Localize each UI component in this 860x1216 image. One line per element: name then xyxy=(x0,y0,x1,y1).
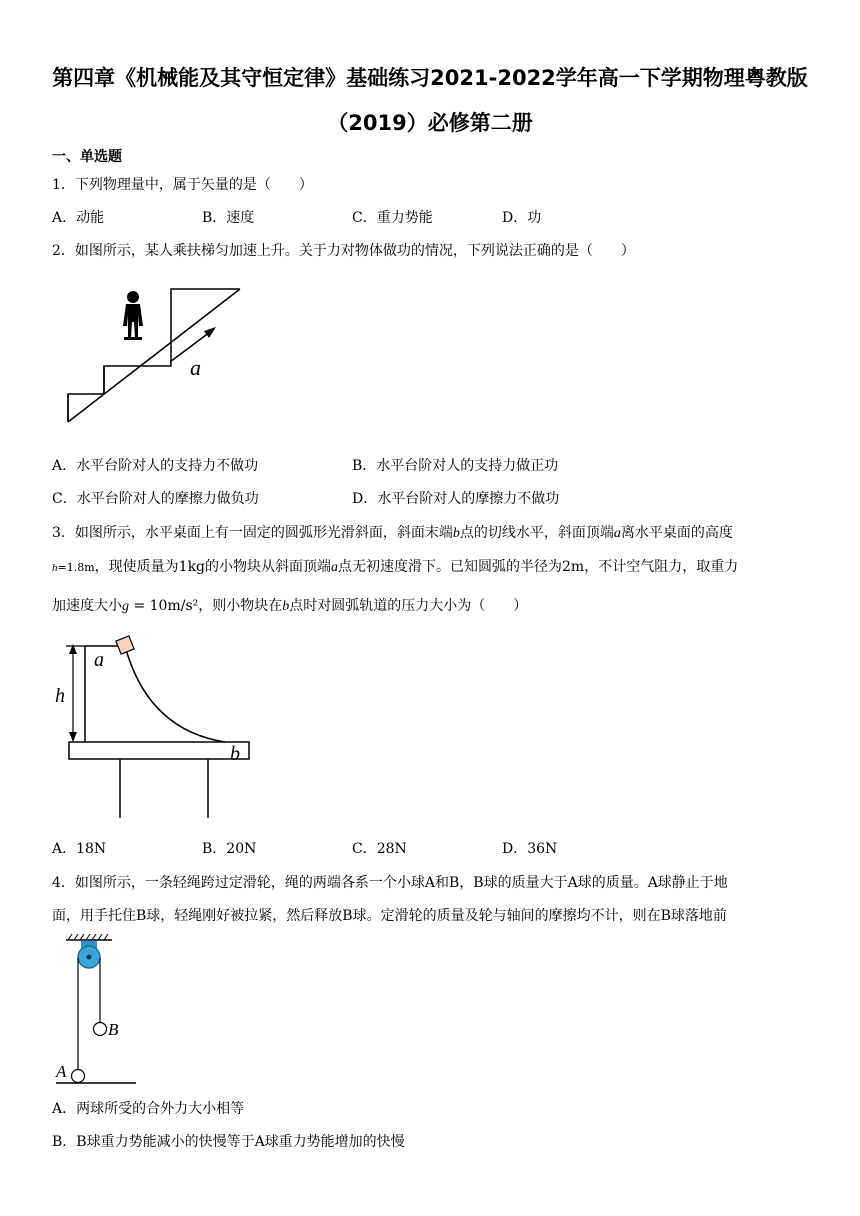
q2-option-c: C．水平台阶对人的摩擦力做负功 xyxy=(52,491,259,507)
question-3-line3: 加速度大小g = 10m/s²，则小物块在b点时对圆弧轨道的压力大小为（ ） xyxy=(52,598,528,614)
escalator-slope xyxy=(68,289,240,422)
section-heading: 一、单选题 xyxy=(52,149,122,165)
q3-option-d: D．36N xyxy=(502,841,558,857)
page-title-line2: （2019）必修第二册 xyxy=(327,111,533,135)
pulley-figure xyxy=(52,932,142,1087)
question-1-stem: 1．下列物理量中，属于矢量的是（ ） xyxy=(52,177,313,193)
question-3-line2: h=1.8m，现使质量为1kg的小物块从斜面顶端a点无初速度滑下。已知圆弧的半径为2m，不计空气阻力，取重力 xyxy=(52,559,739,575)
acceleration-label: a xyxy=(190,355,201,380)
table-top xyxy=(69,742,249,759)
arc-track xyxy=(125,646,225,742)
q2-option-b: B．水平台阶对人的支持力做正功 xyxy=(352,458,559,474)
label-ball-b: B xyxy=(108,1020,119,1039)
question-4-line2: 面，用手托住B球，轻绳刚好被拉紧，然后释放B球。定滑轮的质量及轮与轴间的摩擦均不计，则在B球落地前 xyxy=(52,908,727,924)
q1-option-d: D．功 xyxy=(502,210,542,226)
q3-option-a: A．18N xyxy=(52,841,107,857)
ball-b xyxy=(94,1023,107,1036)
arc-slope-figure xyxy=(50,632,260,822)
q4-option-b: B．B球重力势能减小的快慢等于A球重力势能增加的快慢 xyxy=(52,1134,405,1150)
question-3-line1: 3．如图所示，水平桌面上有一固定的圆弧形光滑斜面，斜面末端b点的切线水平，斜面顶端a离水平桌面的高度 xyxy=(52,525,733,541)
block xyxy=(116,636,134,654)
q1-option-a: A．动能 xyxy=(52,210,105,226)
label-ball-a: A xyxy=(56,1062,67,1081)
q3-option-b: B．20N xyxy=(202,841,257,857)
person-icon xyxy=(123,291,143,340)
question-2-stem: 2．如图所示，某人乘扶梯匀加速上升。关于力对物体做功的情况，下列说法正确的是（ ） xyxy=(52,243,635,259)
q4-option-a: A．两球所受的合外力大小相等 xyxy=(52,1101,245,1117)
q1-option-c: C．重力势能 xyxy=(352,210,433,226)
label-h: h xyxy=(55,685,65,707)
q1-option-b: B．速度 xyxy=(202,210,255,226)
escalator-figure xyxy=(60,282,250,427)
page-title: 第四章《机械能及其守恒定律》基础练习2021-2022学年高一下学期物理粤教版 xyxy=(52,66,808,90)
label-a: a xyxy=(94,649,104,671)
label-b: b xyxy=(230,743,240,765)
ball-a xyxy=(72,1070,85,1083)
q2-option-a: A．水平台阶对人的支持力不做功 xyxy=(52,458,259,474)
q2-option-d: D．水平台阶对人的摩擦力不做功 xyxy=(352,491,560,507)
question-4-line1: 4．如图所示，一条轻绳跨过定滑轮，绳的两端各系一个小球A和B，B球的质量大于A球的质量。A球静止于地 xyxy=(52,875,728,891)
q3-option-c: C．28N xyxy=(352,841,407,857)
